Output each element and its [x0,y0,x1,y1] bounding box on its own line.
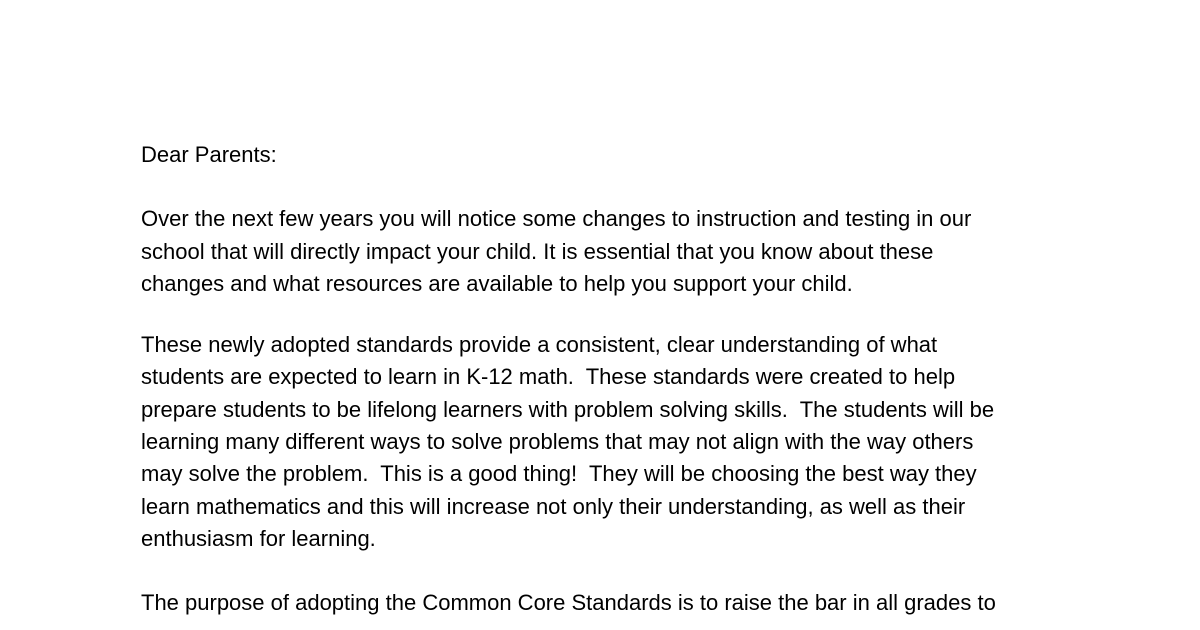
paragraph-2 [141,329,1081,555]
paragraph-1 [141,203,1081,300]
paragraph-line: The purpose of adopting the Common Core Standards is to raise the bar in all grades to [141,590,996,616]
paragraph-line: changes and what resources are available to help you support your child. [141,270,853,296]
paragraph-line: prepare students to be lifelong learners with problem solving skills. The students will be [141,396,995,422]
paragraph-line: These newly adopted standards provide a consistent, clear understanding of what [141,332,938,358]
salutation: Dear Parents: [141,142,277,167]
paragraph-line: learn mathematics and this will increase not only their understanding, as well as their [141,493,966,519]
letter-body [141,139,1081,620]
paragraph-spacer [141,300,1081,329]
paragraph-line: enthusiasm for learning. [141,525,376,551]
paragraph-line: may solve the problem. This is a good thing! They will be choosing the best way they [141,461,977,487]
paragraph-line: learning many different ways to solve problems that may not align with the way others [141,429,974,455]
paragraph-line: Over the next few years you will notice some changes to instruction and testing in our [141,206,972,232]
paragraph-3 [141,587,1081,619]
paragraph-spacer [141,171,1081,203]
paragraph-line: school that will directly impact your child. It is essential that you know about these [141,238,934,264]
paragraph-spacer [141,555,1081,587]
paragraph-line: students are expected to learn in K-12 math. These standards were created to help [141,364,956,390]
